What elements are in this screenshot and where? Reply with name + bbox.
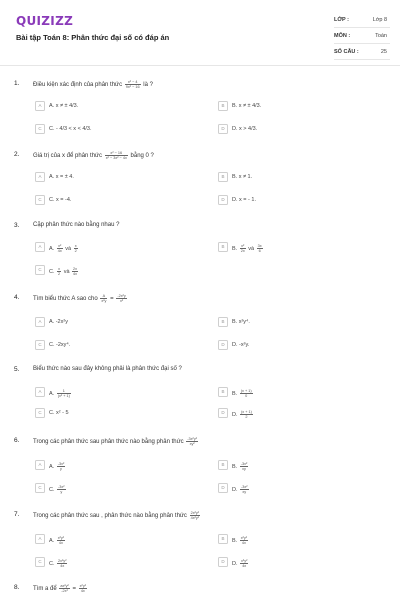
meta-row-count <box>334 44 390 60</box>
fraction: $\frac{\text{x²y²}}{4x}$ <box>57 536 65 545</box>
question-number: 7. <box>14 511 20 518</box>
fraction: $\frac{\text{ax²y²}}{\text{-2x²}}$ <box>60 584 69 593</box>
fraction: $\frac{\text{-3x²}}{xy}$ <box>240 462 248 471</box>
fraction: $\frac{\text{x²y²}}{4x}$ <box>240 536 248 545</box>
fraction: $\frac{x}{2}$ <box>74 244 77 253</box>
page-title: Bài tập Toán 8: Phân thức đại số có đáp án <box>16 33 170 42</box>
fraction: $\frac{\text{-3x²}}{y}$ <box>57 462 65 471</box>
quizizz-logo: QUIZIZZ <box>16 14 74 28</box>
meta-label: LỚP : <box>334 17 349 23</box>
option-letter-box: A <box>35 317 45 327</box>
meta-label: MÔN : <box>334 33 351 39</box>
option-letter-box: D <box>218 195 228 205</box>
option-letter-box: B <box>218 534 228 544</box>
option-letter-box: D <box>218 557 228 567</box>
option-letter-box: B <box>218 317 228 327</box>
fraction: $\frac{\text{x²}}{2x}$ <box>240 244 245 253</box>
question-number: 3. <box>14 222 20 229</box>
option-letter-box: D <box>218 340 228 350</box>
option-letter-box: D <box>218 408 228 418</box>
option-letter-box: C <box>35 265 45 275</box>
fraction: $\frac{\text{-3x²y²}}{\text{xy²}}$ <box>187 437 197 446</box>
meta-row-subject <box>334 28 390 44</box>
fraction: $\frac{\text{x² − 16}}{\text{x² − 3x² − 4x}}$ <box>105 151 127 160</box>
question-text: Tìm a để $\frac{\text{ax²y²}}{\text{-2x²}}$ = $\frac{\text{x²y²}}{4x}$ <box>33 584 86 593</box>
meta-value: Toán <box>375 33 387 39</box>
option-letter-box: A <box>35 101 45 111</box>
meta-label: SỐ CÂU : <box>334 49 359 55</box>
question-number: 6. <box>14 437 20 444</box>
fraction: $\frac{\text{2x²y²}}{\text{4x²y²}}$ <box>190 511 200 520</box>
option-letter-box: C <box>35 408 45 418</box>
fraction: $\frac{(x + 1)}{0}$ <box>240 389 252 398</box>
option-letter-box: A <box>35 387 45 397</box>
question-number: 2. <box>14 151 20 158</box>
meta-value: Lớp 8 <box>372 17 387 23</box>
question-number: 4. <box>14 294 20 301</box>
question-text: Giá trị của x để phân thức $\frac{\text{x² − 16}}{\text{x² − 3x² − 4x}}$ bằng 0 ? <box>33 151 154 160</box>
question-text: Cặp phân thức nào bằng nhau ? <box>33 222 120 228</box>
option-letter-box: B <box>218 172 228 182</box>
fraction: $\frac{\text{x²y²}}{4x}$ <box>241 559 248 568</box>
question-number: 5. <box>14 366 20 373</box>
fraction: $\frac{\text{-3x²}}{xy}$ <box>241 485 248 494</box>
option-letter-box: B <box>218 101 228 111</box>
fraction: $\frac{(x + 1)}{2}$ <box>241 410 252 419</box>
option-letter-box: A <box>35 172 45 182</box>
option-letter-box: C <box>35 340 45 350</box>
question-text: Trong các phân thức sau phân thức nào bằng phân thức $\frac{\text{-3x²y²}}{\text{xy²}}$ <box>33 437 197 446</box>
option-letter-box: B <box>218 387 228 397</box>
fraction: $\frac{\text{-2x²y}}{\text{x²}}$ <box>117 294 126 303</box>
fraction: $\frac{A}{\text{x²y}}$ <box>101 294 107 303</box>
option-letter-box: D <box>218 124 228 134</box>
option-letter-box: C <box>35 557 45 567</box>
fraction: $\frac{\text{x² − 4}}{\text{9x² − 16}}$ <box>125 80 140 89</box>
fraction: $\frac{3x}{6}$ <box>257 244 262 253</box>
option-letter-box: C <box>35 124 45 134</box>
option-letter-box: A <box>35 534 45 544</box>
fraction: $\frac{\text{2x²y²}}{4x}$ <box>58 559 67 568</box>
fraction: $\frac{1}{\text{(x² + 1)}}$ <box>57 389 70 398</box>
option-letter-box: B <box>218 460 228 470</box>
question-text: Điều kiện xác định của phân thức $\frac{\text{x² − 4}}{\text{9x² − 16}}$ là ? <box>33 80 153 89</box>
question-number: 8. <box>14 584 20 591</box>
worksheet-meta <box>334 12 390 60</box>
question-text: Trong các phân thức sau , phân thức nào bằng phân thức $\frac{\text{2x²y²}}{\text{4x²y²}}$ <box>33 511 200 520</box>
question-number: 1. <box>14 80 20 87</box>
option-letter-box: B <box>218 242 228 252</box>
question-text: Tìm biểu thức A sao cho $\frac{A}{\text{x²y}}$ = $\frac{\text{-2x²y}}{\text{x²}}$ <box>33 294 126 303</box>
question-text: Biểu thức nào sau đây không phải là phân thức đại số ? <box>33 366 182 372</box>
option-letter-box: C <box>35 195 45 205</box>
option-letter-box: A <box>35 242 45 252</box>
meta-value: 25 <box>380 49 387 55</box>
fraction: $\frac{2x}{4x}$ <box>73 267 78 276</box>
fraction: $\frac{\text{x²y²}}{4x}$ <box>79 584 86 593</box>
meta-row-class <box>334 12 390 28</box>
fraction: $\frac{x}{2}$ <box>58 267 61 276</box>
option-letter-box: A <box>35 460 45 470</box>
worksheet-header <box>0 0 400 66</box>
fraction: $\frac{\text{-3x²}}{y}$ <box>58 485 65 494</box>
option-letter-box: D <box>218 483 228 493</box>
fraction: $\frac{\text{x²}}{4x}$ <box>57 244 62 253</box>
option-letter-box: C <box>35 483 45 493</box>
